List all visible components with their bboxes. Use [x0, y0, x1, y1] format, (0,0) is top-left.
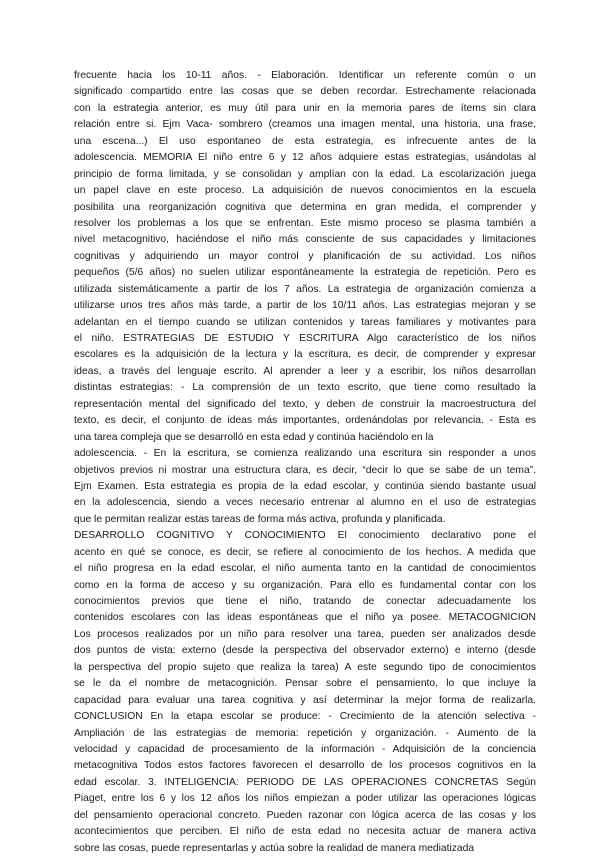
- text-line: posibilita una reorganización cognitiva que determina en gran medida, el comprender y: [74, 201, 536, 213]
- text-line: metacognitiva Todos estos factores favorecen el desarrollo de los procesos cognitivos en la: [74, 760, 536, 772]
- text-line: acontecimientos que perciben. El niño de esta edad no necesita actuar de manera activa: [74, 826, 536, 838]
- text-line: frecuente hacia los 10-11 años. - Elaboración. Identificar un referente común o un: [74, 70, 536, 81]
- text-line: representación mental del significado del texto, y deben de construir la macroestructura del: [74, 398, 536, 410]
- text-line: velocidad y capacidad de procesamiento de la información - Adquisición de la conciencia: [74, 743, 536, 755]
- text-line: texto, es decir, el conjunto de ideas más importantes, ordenándolas por relevancia. - Esta es: [74, 415, 536, 427]
- text-line: adolescencia. MEMORIA El niño entre 6 y 12 años adquiere estas estrategias, usándolas al: [74, 152, 536, 164]
- text-line: escolares es la adquisición de la lectura y la escritura, es decir, de comprender y expresar: [74, 349, 536, 361]
- text-line: se le da el nombre de metacognición. Pensar sobre el pensamiento, lo que incluye la: [74, 678, 536, 690]
- text-line: con la estrategia anterior, es muy útil para unir en la memoria pares de ítems sin clara: [74, 102, 536, 114]
- text-line: objetivos previos ni mostrar una estructura clara, es decir, “decir lo que se sabe de un tema”.: [74, 464, 536, 476]
- text-line: distintas estrategias: - La comprensión de un texto escrito, que tiene como resultado la: [74, 382, 536, 394]
- body-text: [74, 68, 536, 857]
- text-line: pequeños (5/6 años) no suelen utilizar espontáneamente la estrategia de repetición. Pero es: [74, 267, 536, 279]
- text-line: conocimientos previos que tiene el niño, tratando de conectar adecuadamente los: [74, 596, 536, 607]
- text-line: Ejm Examen. Esta estrategia es propia de la edad escolar, y continúa siendo bastante usual: [74, 480, 536, 492]
- text-line: como en la forma de acceso y su organización. Para ello es fundamental contar con los: [74, 579, 536, 591]
- text-line: principio de forma limitada, y se consolidan y amplían con la edad. La escolarización juega: [74, 168, 536, 180]
- text-line: adolescencia. - En la escritura, se comienza realizando una escritura sin responder a unos: [74, 448, 536, 460]
- text-line: un papel clave en este proceso. La adquisición de nuevos conocimientos en la escuela: [74, 185, 536, 197]
- text-line: del pensamiento operacional concreto. Pueden razonar con lógica acerca de las cosas y los: [74, 809, 536, 821]
- text-line: acento en qué se conoce, es decir, se refiere al conocimiento de los hechos. A medida que: [74, 546, 536, 558]
- text-line: cognitivas y adquiriendo un mayor control y planificación de su actividad. Los niños: [74, 250, 536, 262]
- text-line: el niño. ESTRATEGIAS DE ESTUDIO Y ESCRITURA Algo característico de los niños: [74, 333, 536, 344]
- text-line: Piaget, entre los 6 y los 12 años los niños empiezan a poder utilizar las operaciones lógicas: [74, 793, 536, 805]
- text-line: significado compartido entre las cosas que se deben recordar. Estrechamente relacionada: [74, 86, 536, 98]
- text-line: sobre las cosas, puede representarlas y actúa sobre la realidad de manera mediatizada: [74, 842, 475, 854]
- text-line: DESARROLLO COGNITIVO Y CONOCIMIENTO El conocimiento declarativo pone el: [74, 530, 536, 542]
- text-line: capacidad para evaluar una tarea cognitiva y así determinar la mejor forma de realizarla.: [74, 694, 536, 706]
- text-line: la perspectiva del propio sujeto que realiza la tarea) A este segundo tipo de conocimientos: [74, 661, 536, 673]
- text-line: una escena...) El uso espontaneo de esta estrategia, es infrecuente antes de la: [74, 135, 536, 147]
- text-line: una tarea compleja que se desarrolló en esta edad y continúa haciéndolo en la: [74, 431, 434, 443]
- text-line: utilizarse unos tres años más tarde, a partir de los 10/11 años. Las estrategias mejoran y se: [74, 300, 536, 312]
- text-line: CONCLUSION En la etapa escolar se produce: - Crecimiento de la atención selectiva -: [74, 711, 536, 723]
- text-line: Ampliación de las estrategias de memoria: repetición y organización. - Aumento de la: [74, 727, 536, 739]
- text-line: ideas, a través del lenguaje escrito. Al aprender a leer y a escribir, los niños desarrollan: [74, 365, 536, 377]
- text-line: que le permitan realizar estas tareas de forma más activa, profunda y planificada.: [74, 513, 446, 525]
- text-line: edad escolar. 3. INTELIGENCIA: PERIODO DE LAS OPERACIONES CONCRETAS Según: [74, 776, 536, 788]
- text-line: relación entre si. Ejm Vaca- sombrero (creamos una imagen mental, una historia, una frase,: [74, 119, 536, 131]
- text-line: en la adolescencia, siendo a veces necesario entrenar al alumno en el uso de estrategias: [74, 497, 536, 509]
- text-line: nivel metacognitivo, haciéndose el niño más consciente de sus capacidades y limitaciones: [74, 234, 536, 246]
- text-line: Los procesos realizados por un niño para resolver una tarea, pueden ser analizados desde: [74, 628, 536, 640]
- text-line: resolver los problemas a los que se enfrentan. Este mismo proceso se plasma también a: [74, 217, 536, 229]
- text-line: el niño progresa en la edad escolar, el niño aumenta tanto en la cantidad de conocimientos: [74, 563, 536, 575]
- text-line: utilizada sistemáticamente a partir de los 7 años. La estrategia de organización comienza a: [74, 283, 536, 295]
- text-line: contenidos escolares con las ideas espontáneas que el niño ya posee. METACOGNICION: [74, 612, 536, 624]
- text-line: adelantan en el tiempo cuando se utilizan contenidos y tareas familiares y motivantes para: [74, 316, 536, 328]
- text-line: dos puntos de vista: externo (desde la perspectiva del observador externo) e interno (desde: [74, 645, 536, 657]
